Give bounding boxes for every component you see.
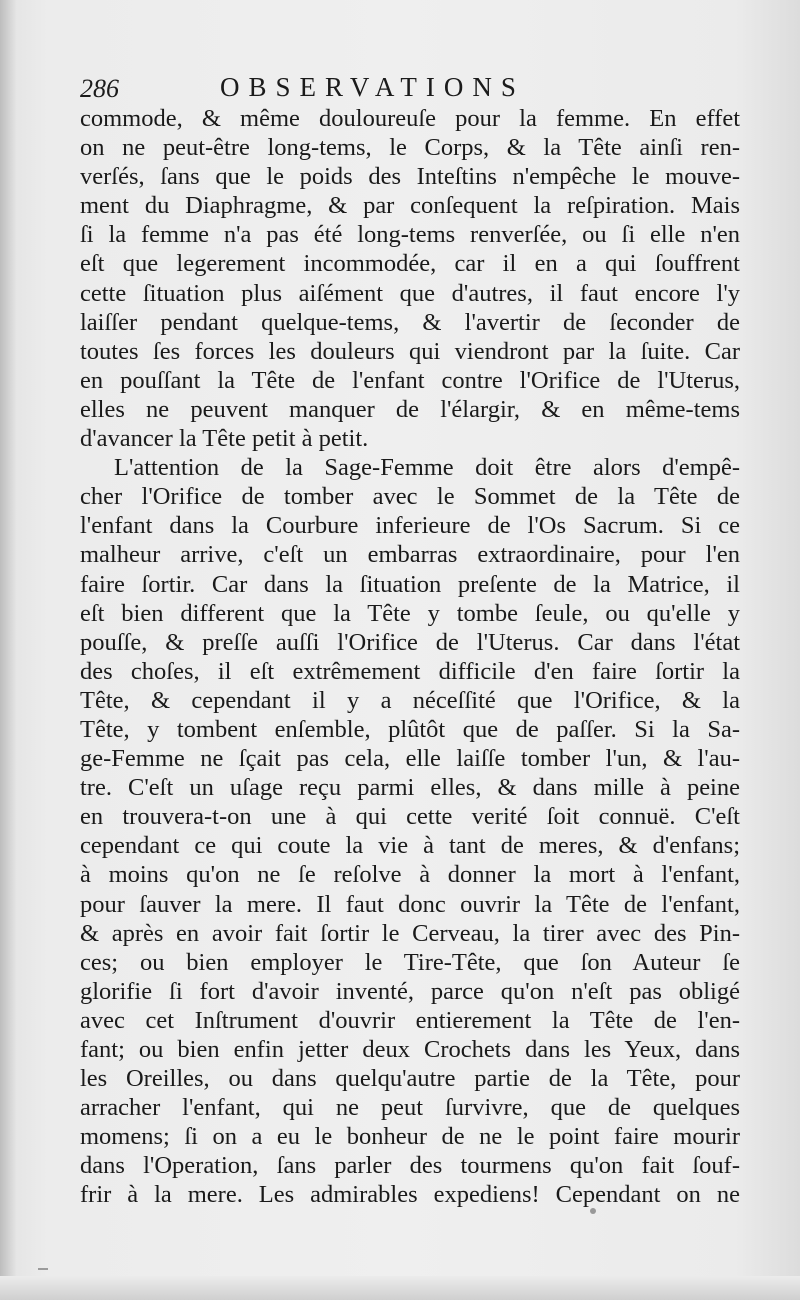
text-line: & après en avoir fait ſortir le Cerveau, la tirer avec des Pin-: [80, 919, 740, 947]
text-line: momens; ſi on a eu le bonheur de ne le point faire mourir: [80, 1123, 740, 1151]
page-edge-shadow: [0, 0, 16, 1300]
text-line: en trouvera-t-on une à qui cette verité ſoit connuë. C'eſt: [80, 803, 740, 831]
text-line: pour ſauver la mere. Il faut donc ouvrir la Tête de l'enfant,: [80, 890, 740, 918]
ink-speck: [38, 1268, 48, 1270]
text-line: ces; ou bien employer le Tire-Tête, que ſon Auteur ſe: [80, 948, 740, 976]
text-line: ſi la femme n'a pas été long-tems renverſée, ou ſi elle n'en: [80, 221, 740, 249]
text-line: eſt que legerement incommodée, car il en a qui ſouffrent: [80, 250, 740, 278]
text-line: cette ſituation plus aiſément que d'autres, il faut encore l'y: [80, 279, 740, 307]
text-line: fant; ou bien enfin jetter deux Crochets dans les Yeux, dans: [80, 1036, 740, 1063]
paragraph-end-line: d'avancer la Tête petit à petit.: [80, 425, 369, 453]
text-line: pouſſe, & preſſe auſſi l'Orifice de l'Uterus. Car dans l'état: [80, 628, 740, 656]
text-line: l'enfant dans la Courbure inferieure de l'Os Sacrum. Si ce: [80, 512, 740, 540]
text-line: ment du Diaphragme, & par conſequent la reſpiration. Mais: [80, 192, 740, 220]
page-header: [80, 72, 740, 108]
text-line: arracher l'enfant, qui ne peut ſurvivre, que de quelques: [80, 1094, 740, 1122]
running-head: OBSERVATIONS: [220, 72, 525, 102]
text-line: avec cet Inſtrument d'ouvrir entierement la Tête de l'en-: [80, 1006, 740, 1034]
text-line: toutes ſes forces les douleurs qui viendront par la ſuite. Car: [80, 337, 740, 365]
paragraph-start-line: L'attention de la Sage-Femme doit être alors d'empê-: [114, 454, 740, 482]
text-line: en pouſſant la Tête de l'enfant contre l'Orifice de l'Uterus,: [80, 366, 740, 394]
text-line: glorifie ſi fort d'avoir inventé, parce qu'on n'eſt pas obligé: [80, 977, 740, 1005]
text-line: faire ſortir. Car dans la ſituation preſente de la Matrice, il: [80, 570, 740, 598]
text-line: eſt bien different que la Tête y tombe ſeule, ou qu'elle y: [80, 599, 740, 627]
text-line: dans l'Operation, ſans parler des tourmens qu'on fait ſouf-: [80, 1152, 740, 1180]
text-line: verſés, ſans que le poids des Inteſtins n'empêche le mouve-: [80, 163, 740, 191]
ink-speck: [590, 1208, 596, 1214]
text-line: on ne peut-être long-tems, le Corps, & la Tête ainſi ren-: [80, 134, 740, 162]
text-line: cependant ce qui coute la vie à tant de meres, & d'enfans;: [80, 832, 740, 860]
text-line: frir à la mere. Les admirables expediens! Cependant on ne: [80, 1181, 740, 1209]
text-line: elles ne peuvent manquer de l'élargir, & en même-tems: [80, 395, 740, 423]
text-line: ge-Femme ne ſçait pas cela, elle laiſſe tomber l'un, & l'au-: [80, 745, 740, 773]
text-line: des choſes, il eſt extrêmement difficile d'en faire ſortir la: [80, 657, 740, 685]
text-line: à moins qu'on ne ſe reſolve à donner la mort à l'enfant,: [80, 861, 740, 889]
text-line: Tête, & cependant il y a néceſſité que l'Orifice, & la: [80, 686, 740, 714]
text-line: cher l'Orifice de tomber avec le Sommet de la Tête de: [80, 483, 740, 511]
text-line: Tête, y tombent enſemble, plûtôt que de paſſer. Si la Sa-: [80, 715, 740, 743]
text-line: les Oreilles, ou dans quelqu'autre partie de la Tête, pour: [80, 1065, 740, 1093]
text-line: tre. C'eſt un uſage reçu parmi elles, & dans mille à peine: [80, 774, 740, 802]
body-text: [80, 104, 740, 1210]
page-bottom-margin: [0, 1276, 800, 1300]
text-line: laiſſer pendant quelque-tems, & l'avertir de ſeconder de: [80, 308, 740, 336]
text-line: malheur arrive, c'eſt un embarras extraordinaire, pour l'en: [80, 541, 740, 569]
page-number: 286: [80, 74, 119, 103]
text-line: commode, & même douloureuſe pour la femme. En effet: [80, 105, 740, 132]
